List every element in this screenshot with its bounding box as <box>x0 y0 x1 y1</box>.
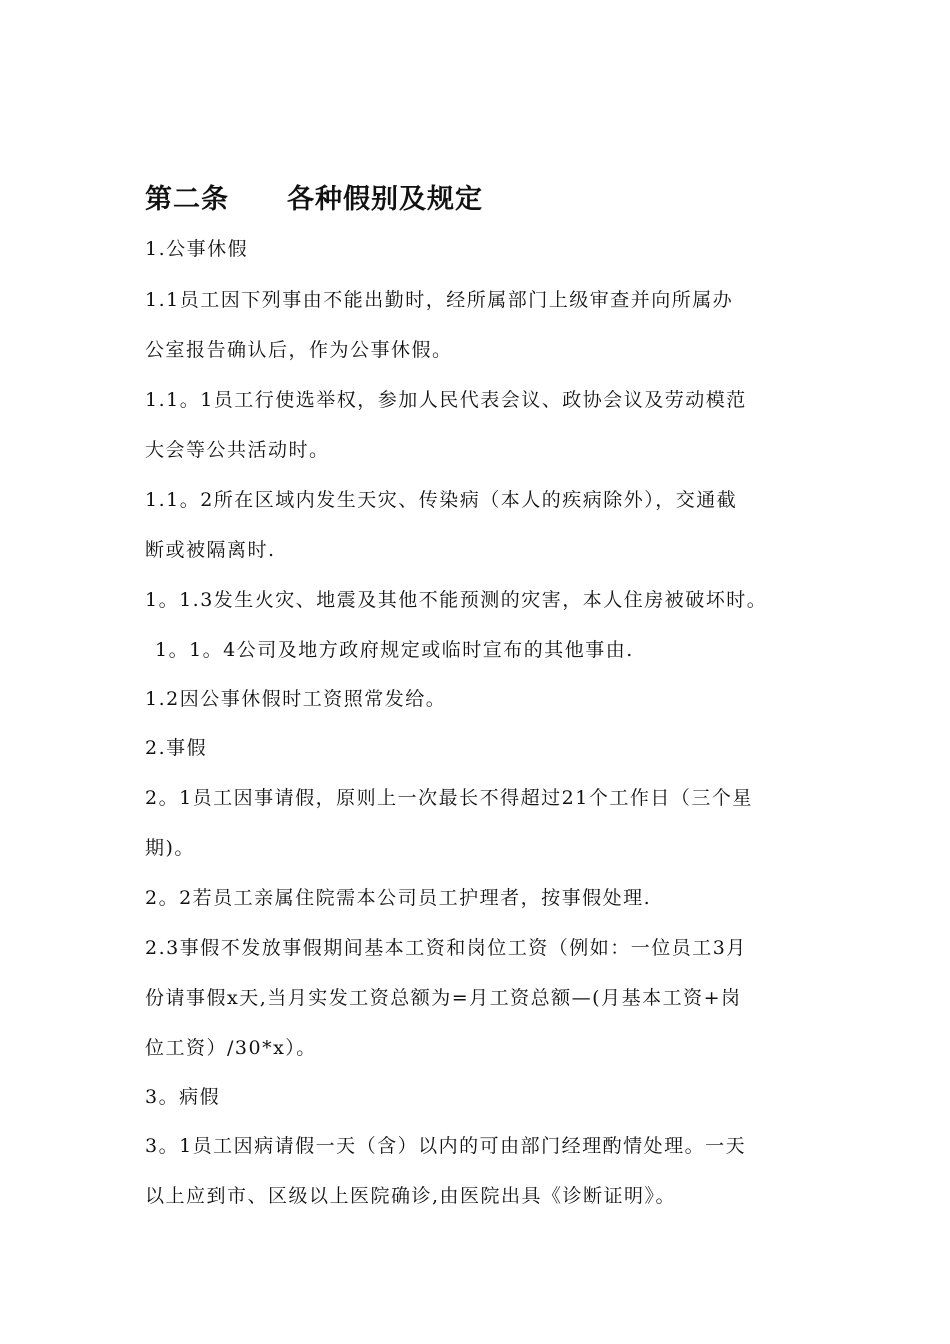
paragraph-line: 1.1。1员工行使选举权，参加人民代表会议、政协会议及劳动模范 <box>145 389 747 411</box>
paragraph-line: 2.3事假不发放事假期间基本工资和岗位工资（例如：一位员工3月 <box>145 937 747 959</box>
paragraph-line: 位工资）/30*x）。 <box>145 1037 317 1059</box>
article-title: 各种假别及规定 <box>287 184 483 215</box>
paragraph-line: 期)。 <box>145 837 195 859</box>
paragraph-line: 1。1.3发生火灾、地震及其他不能预测的灾害，本人住房被破坏时。 <box>145 589 768 611</box>
paragraph-line: 1。1。4公司及地方政府规定或临时宣布的其他事由. <box>155 639 634 661</box>
paragraph-line: 3。病假 <box>145 1086 221 1108</box>
paragraph-line: 1.公事休假 <box>145 238 249 260</box>
paragraph-line: 大会等公共活动时。 <box>145 439 330 461</box>
paragraph-line: 3。1员工因病请假一天（含）以内的可由部门经理酌情处理。一天 <box>145 1135 747 1157</box>
paragraph-line: 公室报告确认后，作为公事休假。 <box>145 339 453 361</box>
paragraph-line: 2。2若员工亲属住院需本公司员工护理者，按事假处理. <box>145 887 652 909</box>
paragraph-line: 1.1。2所在区域内发生天灾、传染病（本人的疾病除外），交通截 <box>145 489 738 511</box>
paragraph-line: 2。1员工因事请假，原则上一次最长不得超过21个工作日（三个星 <box>145 787 753 809</box>
paragraph-line: 份请事假x天,当月实发工资总额为=月工资总额—(月基本工资+岗 <box>145 987 742 1009</box>
paragraph-line: 1.2因公事休假时工资照常发给。 <box>145 688 447 710</box>
paragraph-line: 以上应到市、区级以上医院确诊,由医院出具《诊断证明》。 <box>145 1185 677 1207</box>
paragraph-line: 断或被隔离时. <box>145 539 276 561</box>
paragraph-line: 2.事假 <box>145 737 208 759</box>
paragraph-line: 1.1员工因下列事由不能出勤时，经所属部门上级审查并向所属办 <box>145 289 734 311</box>
section-heading <box>145 180 483 220</box>
article-number: 第二条 <box>145 184 229 215</box>
